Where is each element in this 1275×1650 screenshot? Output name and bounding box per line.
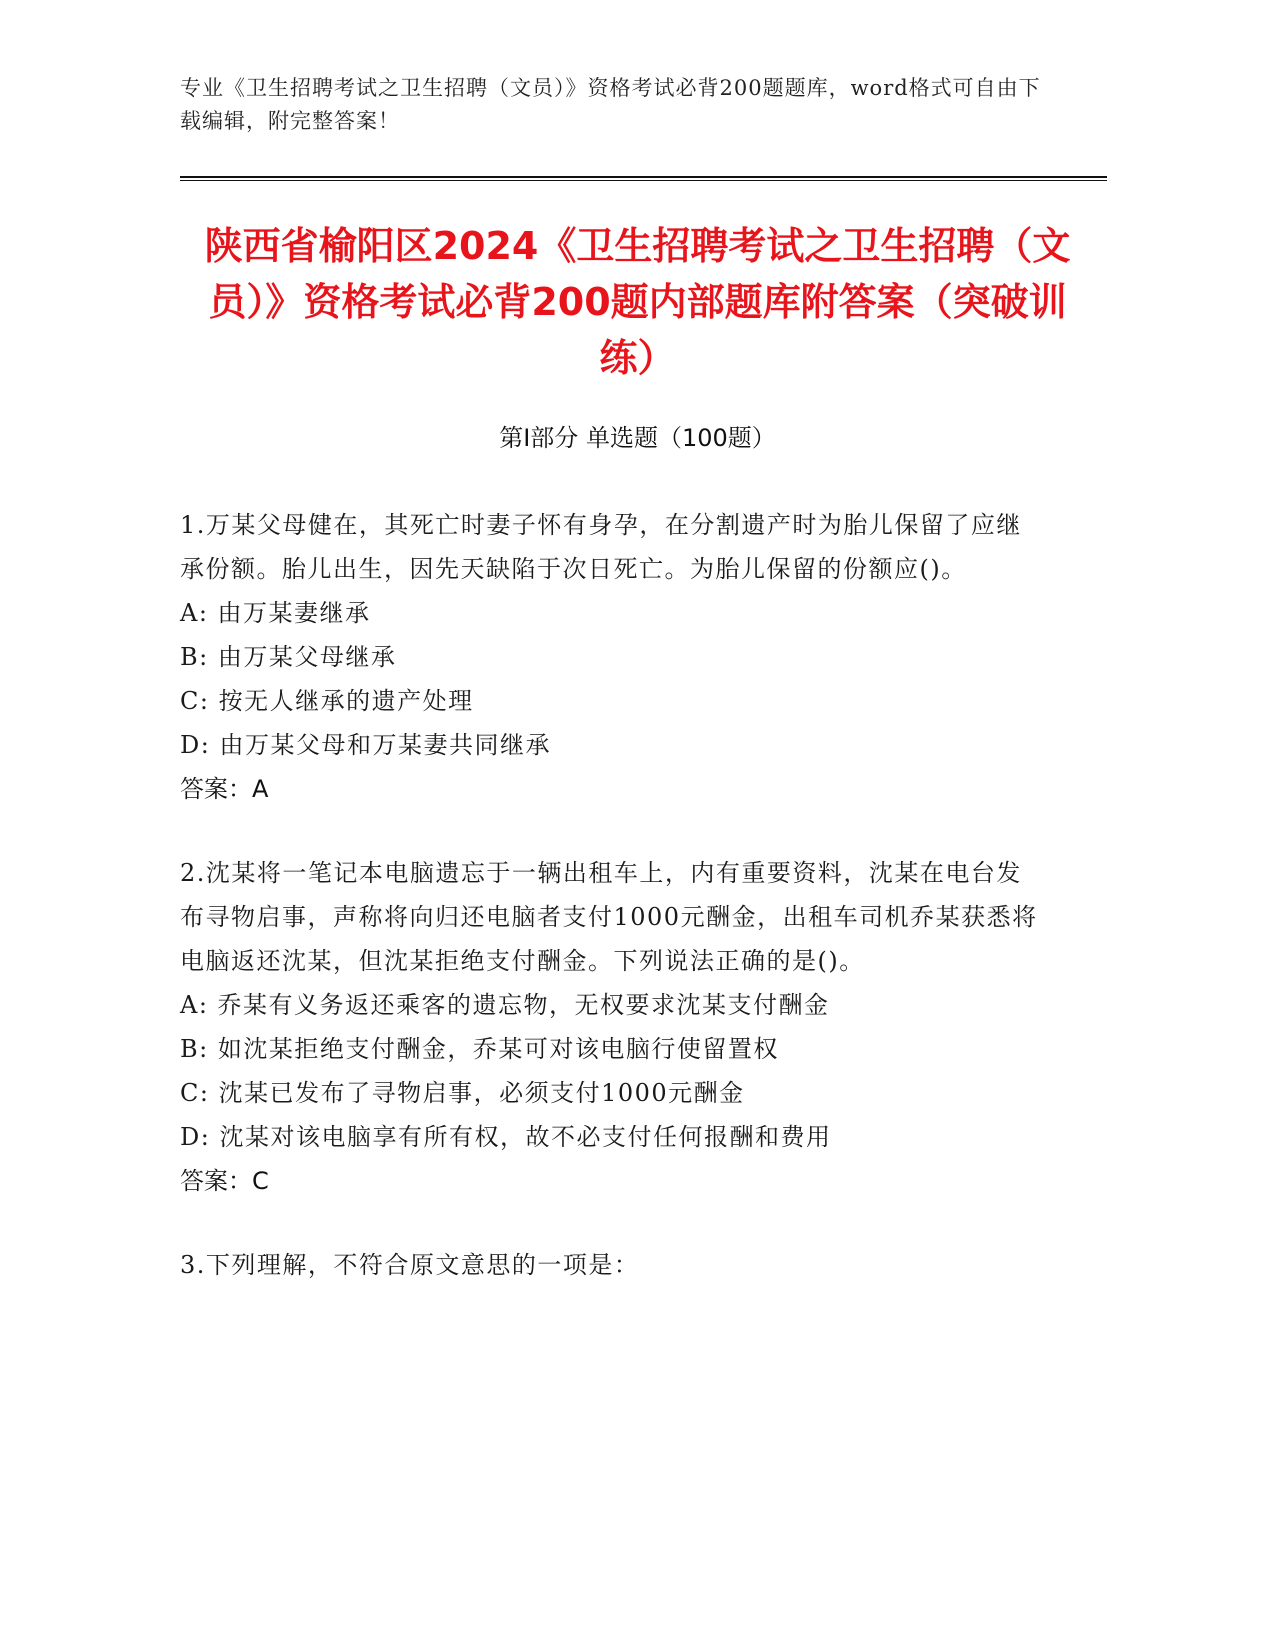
question-list	[180, 503, 1040, 1327]
section-heading: 第Ⅰ部分 单选题（100题）	[499, 424, 776, 452]
option-d: D: 沈某对该电脑享有所有权，故不必支付任何报酬和费用	[180, 1123, 832, 1151]
header-note: 专业《卫生招聘考试之卫生招聘（文员）》资格考试必背200题题库，word格式可自由下载编辑，附完整答案！	[180, 76, 1041, 133]
option-b: B: 由万某父母继承	[180, 643, 397, 671]
option-a: A: 由万某妻继承	[180, 599, 371, 627]
question-2	[180, 851, 1040, 1203]
option-a: A: 乔某有义务返还乘客的遗忘物，无权要求沈某支付酬金	[180, 991, 830, 1019]
question-1	[180, 503, 1040, 811]
answer-line: 答案：C	[180, 1167, 269, 1195]
option-c: C: 按无人继承的遗产处理	[180, 687, 474, 715]
header-divider	[180, 176, 1107, 181]
question-stem: 1.万某父母健在，其死亡时妻子怀有身孕，在分割遗产时为胎儿保留了应继承份额。胎儿出生，因先天缺陷于次日死亡。为胎儿保留的份额应()。	[180, 511, 1022, 583]
option-c: C: 沈某已发布了寻物启事，必须支付1000元酬金	[180, 1079, 745, 1107]
question-stem: 3.下列理解，不符合原文意思的一项是：	[180, 1251, 640, 1279]
question-3	[180, 1243, 1040, 1287]
question-stem: 2.沈某将一笔记本电脑遗忘于一辆出租车上，内有重要资料，沈某在电台发布寻物启事，声称将向归还电脑者支付1000元酬金，出租车司机乔某获悉将电脑返还沈某，但沈某拒绝支付酬金。下列说法正确的是()。	[180, 859, 1038, 975]
answer-line: 答案：A	[180, 775, 269, 803]
option-b: B: 如沈某拒绝支付酬金，乔某可对该电脑行使留置权	[180, 1035, 779, 1063]
document-title: 陕西省榆阳区2024《卫生招聘考试之卫生招聘（文员）》资格考试必背200题内部题库附答案（突破训练）	[204, 224, 1071, 380]
option-d: D: 由万某父母和万某妻共同继承	[180, 731, 551, 759]
